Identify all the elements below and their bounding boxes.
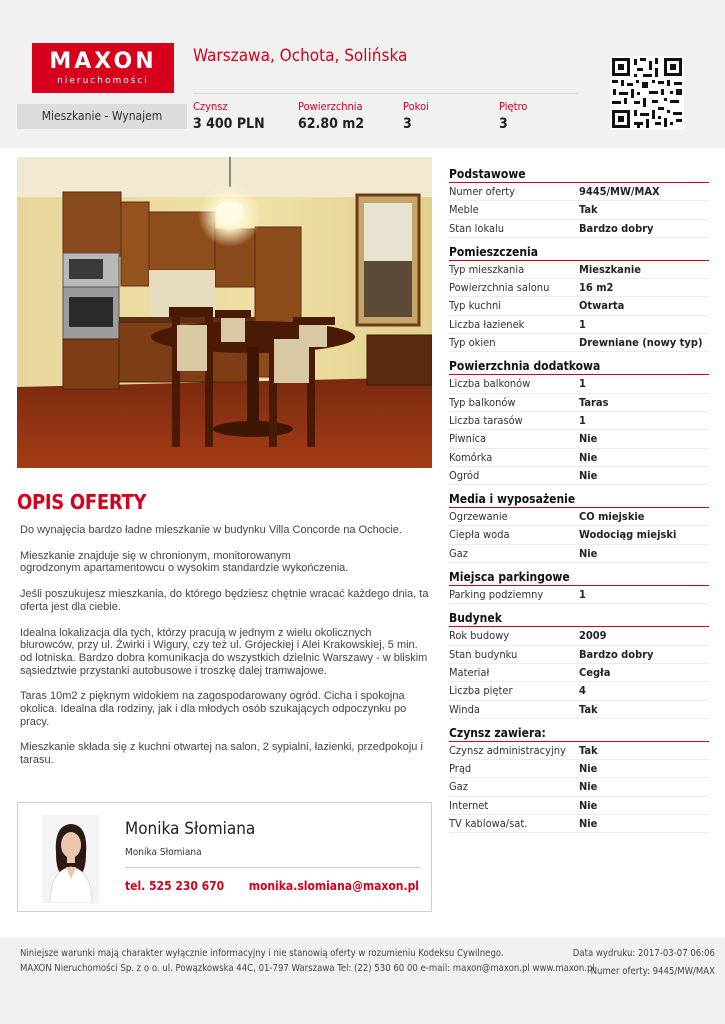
detail-label: Piwnica bbox=[449, 432, 487, 446]
detail-row bbox=[449, 430, 709, 448]
detail-row bbox=[449, 375, 709, 393]
logo-main: MAXON bbox=[49, 49, 157, 74]
logo-sub: nieruchomości bbox=[57, 76, 149, 86]
stat-area bbox=[298, 100, 364, 134]
detail-label: Typ okien bbox=[449, 336, 496, 350]
detail-row bbox=[449, 742, 709, 760]
section-title: Pomieszczenia bbox=[449, 244, 709, 261]
detail-value: Cegła bbox=[579, 665, 611, 679]
detail-value: Nie bbox=[579, 780, 598, 794]
detail-value: 1 bbox=[579, 317, 586, 331]
footer-print-date: Data wydruku: 2017-03-07 06:06 bbox=[572, 948, 715, 959]
detail-value: Nie bbox=[579, 817, 598, 831]
stat-label: Czynsz bbox=[193, 100, 228, 113]
detail-value: Bardzo dobry bbox=[579, 221, 654, 235]
detail-label: Powierzchnia salonu bbox=[449, 281, 550, 295]
detail-row bbox=[449, 316, 709, 334]
detail-label: Ogrzewanie bbox=[449, 510, 508, 524]
detail-value: 16 m2 bbox=[579, 281, 614, 295]
footer-offer-number: Numer oferty: 9445/MW/MAX bbox=[590, 966, 715, 977]
agent-subtitle: Monika Słomiana bbox=[125, 847, 202, 858]
description-paragraph: Taras 10m2 z pięknym widokiem na zagospodarowany ogród. Cicha i spokojna okolica. Idealna dla rodziny, jak i dla młodych osób szukających odpoczynku po pracy. bbox=[20, 690, 407, 728]
detail-value: 9445/MW/MAX bbox=[579, 185, 660, 198]
agent-name: Monika Słomiana bbox=[125, 819, 256, 839]
section-title: Miejsca parkingowe bbox=[449, 569, 709, 586]
detail-label: Numer oferty bbox=[449, 185, 516, 198]
detail-row bbox=[449, 797, 709, 815]
detail-row bbox=[449, 220, 709, 238]
stat-label: Pokoi bbox=[403, 100, 429, 113]
stat-floor bbox=[499, 100, 527, 134]
detail-value: Drewniane (nowy typ) bbox=[579, 336, 703, 350]
detail-value: Bardzo dobry bbox=[579, 647, 654, 661]
detail-value: Nie bbox=[579, 450, 598, 464]
section-title: Podstawowe bbox=[449, 166, 709, 183]
detail-label: TV kablowa/sat. bbox=[449, 817, 528, 831]
property-photo[interactable] bbox=[17, 157, 432, 468]
detail-label: Meble bbox=[449, 203, 479, 217]
detail-value: Mieszkanie bbox=[579, 262, 642, 276]
detail-row bbox=[449, 682, 709, 700]
detail-value: Nie bbox=[579, 432, 598, 446]
detail-label: Materiał bbox=[449, 665, 490, 679]
stat-value: 3 bbox=[499, 116, 508, 132]
detail-row bbox=[449, 261, 709, 279]
detail-row bbox=[449, 526, 709, 544]
detail-label: Winda bbox=[449, 702, 480, 716]
detail-label: Rok budowy bbox=[449, 629, 510, 643]
stat-label: Piętro bbox=[499, 100, 528, 113]
detail-row bbox=[449, 201, 709, 219]
detail-value: Nie bbox=[579, 762, 598, 776]
footer-company: MAXON Nieruchomości Sp. z o o. ul. Powązkowska 44C, 01-797 Warszawa Tel: (22) 530 60 00 e-mail: maxon@maxon.pl www.maxon.pl bbox=[20, 963, 595, 974]
description-paragraph: Jeśli poszukujesz mieszkania, do którego będziesz chętnie wracać każdego dnia, ta oferta jest dla ciebie. bbox=[20, 588, 429, 613]
detail-value: 1 bbox=[579, 413, 586, 427]
section-title: Media i wyposażenie bbox=[449, 491, 709, 508]
stat-label: Powierzchnia bbox=[298, 100, 363, 113]
stat-value: 3 400 PLN bbox=[193, 116, 265, 132]
detail-value: Tak bbox=[579, 203, 598, 217]
detail-row bbox=[449, 394, 709, 412]
header-divider bbox=[193, 93, 578, 94]
detail-label: Liczba pięter bbox=[449, 684, 513, 698]
detail-value: Otwarta bbox=[579, 299, 625, 313]
detail-row bbox=[449, 279, 709, 297]
detail-value: Wodociąg miejski bbox=[579, 528, 677, 542]
stat-rent bbox=[193, 100, 265, 134]
description-text bbox=[20, 524, 430, 780]
detail-value: Nie bbox=[579, 468, 598, 482]
stat-value: 62.80 m2 bbox=[298, 116, 365, 132]
detail-label: Liczba łazienek bbox=[449, 317, 525, 331]
detail-row bbox=[449, 412, 709, 430]
footer-disclaimer: Niniejsze warunki mają charakter wyłącznie informacyjny i nie stanowią oferty w rozumieniu Kodeksu Cywilnego. bbox=[20, 948, 504, 959]
detail-value: Tak bbox=[579, 743, 598, 757]
agent-email-link[interactable]: monika.slomiana@maxon.pl bbox=[248, 879, 419, 893]
detail-label: Liczba balkonów bbox=[449, 377, 531, 391]
detail-value: 1 bbox=[579, 377, 586, 391]
detail-row bbox=[449, 334, 709, 352]
detail-label: Komórka bbox=[449, 450, 493, 464]
detail-label: Typ kuchni bbox=[449, 299, 502, 313]
detail-row bbox=[449, 545, 709, 563]
agent-phone-link[interactable]: tel. 525 230 670 bbox=[125, 879, 225, 893]
offer-type-badge: Mieszkanie - Wynajem bbox=[17, 104, 187, 129]
qr-code-icon[interactable] bbox=[610, 56, 684, 130]
stat-rooms bbox=[403, 100, 429, 134]
detail-label: Parking podziemny bbox=[449, 588, 544, 602]
detail-label: Typ mieszkania bbox=[449, 262, 525, 276]
section-title: Powierzchnia dodatkowa bbox=[449, 358, 709, 375]
detail-label: Stan lokalu bbox=[449, 221, 505, 235]
description-paragraph: Idealna lokalizacja dla tych, którzy pracują w jednym z wielu okolicznych biurowców, przy ul. Żwirki i Wigury, czy też ul. Grójeckiej i Alei Krakowskiej, 5 min. od lotniska. Bardzo dobra komunikacja do wszystkich dzielnic Warszawy - w bliskim sąsiedztwie przystanki autobusowe i troszkę dalej tramwajowe. bbox=[20, 626, 428, 677]
section-title: Czynsz zawiera: bbox=[449, 725, 709, 742]
detail-label: Prąd bbox=[449, 762, 472, 776]
detail-row bbox=[449, 646, 709, 664]
detail-label: Czynsz administracyjny bbox=[449, 743, 566, 757]
detail-label: Typ balkonów bbox=[449, 395, 516, 409]
detail-label: Gaz bbox=[449, 546, 468, 560]
stat-value: 3 bbox=[403, 116, 412, 132]
maxon-logo[interactable] bbox=[32, 43, 174, 93]
detail-value: Nie bbox=[579, 798, 598, 812]
details-column bbox=[449, 166, 709, 833]
detail-value: Nie bbox=[579, 546, 598, 560]
detail-row bbox=[449, 183, 709, 201]
description-paragraph: Mieszkanie składa się z kuchni otwartej na salon, 2 sypialni, łazienki, przedpokoju i tarasu. bbox=[20, 741, 423, 767]
agent-card bbox=[17, 802, 432, 912]
detail-row bbox=[449, 778, 709, 796]
description-title: OPIS OFERTY bbox=[17, 490, 147, 514]
description-paragraph: Do wynajęcia bardzo ładne mieszkanie w budynku Villa Concorde na Ochocie. bbox=[20, 524, 402, 536]
detail-label: Gaz bbox=[449, 780, 468, 794]
detail-value: 4 bbox=[579, 684, 586, 698]
agent-avatar bbox=[42, 815, 99, 903]
detail-value: CO miejskie bbox=[579, 510, 645, 524]
detail-row bbox=[449, 508, 709, 526]
detail-label: Liczba tarasów bbox=[449, 413, 523, 427]
detail-label: Ciepła woda bbox=[449, 528, 510, 542]
detail-label: Internet bbox=[449, 798, 489, 812]
detail-row bbox=[449, 297, 709, 315]
detail-row bbox=[449, 664, 709, 682]
detail-label: Stan budynku bbox=[449, 647, 518, 661]
detail-value: Tak bbox=[579, 702, 598, 716]
detail-row bbox=[449, 627, 709, 645]
detail-label: Ogród bbox=[449, 468, 480, 482]
property-address: Warszawa, Ochota, Solińska bbox=[193, 46, 408, 66]
detail-row bbox=[449, 760, 709, 778]
detail-row bbox=[449, 701, 709, 719]
detail-value: 2009 bbox=[579, 629, 607, 643]
detail-value: Taras bbox=[579, 395, 609, 409]
agent-divider bbox=[125, 867, 421, 868]
footer bbox=[0, 938, 725, 1024]
detail-row bbox=[449, 449, 709, 467]
detail-row bbox=[449, 467, 709, 485]
detail-row bbox=[449, 586, 709, 604]
detail-value: 1 bbox=[579, 588, 586, 602]
section-title: Budynek bbox=[449, 610, 709, 627]
detail-row bbox=[449, 815, 709, 833]
description-paragraph: Mieszkanie znajduje się w chronionym, monitorowanym ogrodzonym apartamentowcu o wysokim standardzie wykończenia. bbox=[20, 549, 349, 575]
